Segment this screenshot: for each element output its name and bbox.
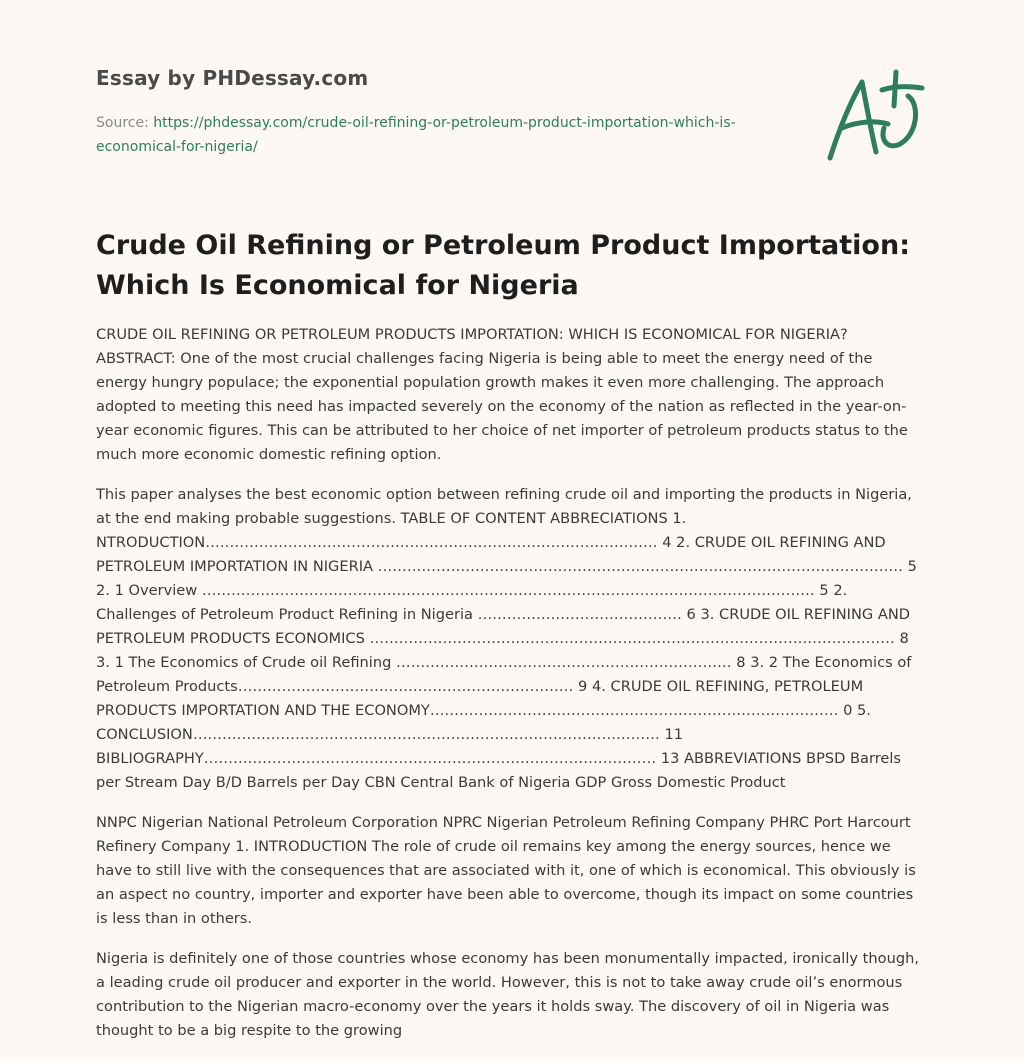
paragraph: CRUDE OIL REFINING OR PETROLEUM PRODUCTS IMPORTATION: WHICH IS ECONOMICAL FOR NIGERIA? ABSTRACT: One of the most crucial challenges facing Nigeria is being able to meet the energy need of the energy hungry populace; the exponential population growth makes it even more challenging. The approach adopted to meeting this need has impacted severely on the economy of the nation as reflected in the year-on-year economic figures. This can be attributed to her choice of net importer of petroleum products status to the much more economic domestic refining option. bbox=[96, 326, 908, 463]
essay-title: Crude Oil Refining or Petroleum Product Importation: Which Is Economical for Nigeria bbox=[96, 230, 910, 301]
paragraph: NNPC Nigerian National Petroleum Corporation NPRC Nigerian Petroleum Refining Company PHRC Port Harcourt Refinery Company 1. INTRODUCTION The role of crude oil remains key among the energy sources, hence we have to still live with the consequences that are associated with it, one of which is economical. This obviously is an aspect no country, importer and exporter have been able to overcome, though its impact on some countries is less than in others. bbox=[96, 814, 916, 927]
paragraph: Nigeria is definitely one of those countries whose economy has been monumentally impacted, ironically though, a leading crude oil producer and exporter in the world. However, this is not to take away crude oil’s enormous contribution to the Nigerian macro-economy over the years it holds sway. The discovery of oil in Nigeria was thought to be a big respite to the growing bbox=[96, 950, 919, 1039]
source-label: Source: bbox=[96, 115, 154, 131]
source-link[interactable]: https://phdessay.com/crude-oil-refining-or-petroleum-product-importation-which-is-economical-for-nigeria/ bbox=[96, 115, 736, 155]
brand-name: Essay by PHDessay.com bbox=[96, 66, 369, 90]
essay-body bbox=[96, 323, 926, 1059]
source-line bbox=[96, 111, 736, 159]
a-plus-logo-icon bbox=[822, 68, 932, 168]
paragraph: This paper analyses the best economic option between refining crude oil and importing the products in Nigeria, at the end making probable suggestions. TABLE OF CONTENT ABBRECIATIONS 1. NTRODUCTION………………………………………………………………………………… 4 2. CRUDE OIL REFINING AND PETROLEUM IMPORTATION IN NIGERIA ……………………………………………………………………………………………… 5 2. 1 Overview ……………………………………………………………………………………………………………… 5 2. Challenges of Petroleum Product Refining in Nigeria …………………………………… 6 3. CRUDE OIL REFINING AND PETROLEUM PRODUCTS ECONOMICS ……………………………………………………………………………………………… 8 3. 1 The Economics of Crude oil Refining …………………………………………………………… 8 3. 2 The Economics of Petroleum Products…………………………………………………………… 9 4. CRUDE OIL REFINING, PETROLEUM PRODUCTS IMPORTATION AND THE ECONOMY………………………………………………………………………… 0 5. CONCLUSION…………………………………………………………………………………… 11 BIBLIOGRAPHY………………………………………………………………………………… 13 ABBREVIATIONS BPSD Barrels per Stream Day B/D Barrels per Day CBN Central Bank of Nigeria GDP Gross Domestic Product bbox=[96, 486, 917, 791]
